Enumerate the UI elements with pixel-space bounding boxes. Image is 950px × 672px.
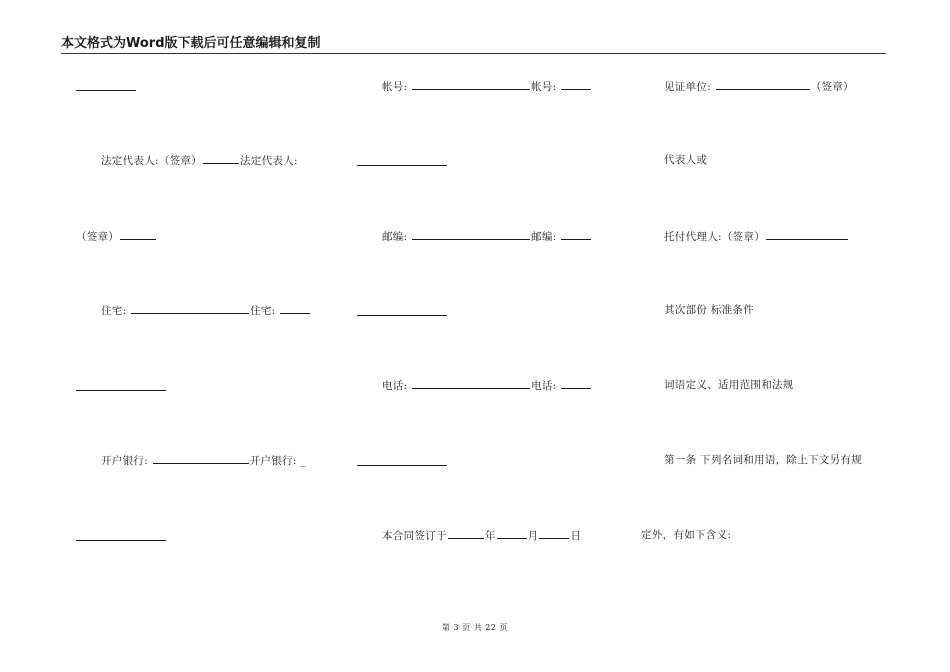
blank-line [357, 465, 447, 466]
article-one: 第一条 下列名词和用语，除上下文另有规 [664, 454, 863, 466]
blank-line [561, 80, 591, 90]
legal-rep-label: 法定代表人:（签章） [101, 155, 203, 167]
page-header [61, 36, 886, 54]
month-label: 月 [527, 530, 539, 542]
signed-date-row [382, 529, 581, 542]
part-title: 其次部份 标准条件 [664, 304, 755, 316]
blank-line [412, 379, 530, 389]
day-label: 日 [570, 530, 582, 542]
legal-rep-row [101, 154, 298, 167]
blank-line [203, 154, 239, 164]
address-label: 住宅: [101, 305, 127, 317]
blank-line [153, 454, 249, 464]
blank-line [766, 230, 848, 240]
bank-label: 开户银行: [101, 455, 149, 467]
phone-row [382, 379, 592, 392]
page-footer: 第 3 页 共 22 页 [442, 623, 508, 632]
blank-line [539, 529, 569, 539]
blank-line [561, 230, 591, 240]
blank-line [448, 529, 484, 539]
account-row [382, 80, 592, 93]
postcode-label: 邮编: [382, 231, 408, 243]
blank-line [412, 80, 530, 90]
section-title: 词语定义、适用范围和法规 [664, 379, 794, 391]
witness-seal: （签章） [810, 81, 854, 93]
address-label: 住宅: [250, 305, 276, 317]
sign-label: （签章） [76, 231, 120, 243]
phone-label: 电话: [382, 380, 408, 392]
blank-line [120, 230, 156, 240]
year-label: 年 [484, 530, 496, 542]
blank-line [280, 304, 310, 314]
signed-on-label: 本合同签订于 [382, 530, 447, 542]
blank-line [76, 540, 166, 541]
blank-line [76, 90, 136, 91]
blank-line [357, 165, 447, 166]
postcode-row [382, 230, 592, 243]
blank-line [716, 80, 810, 90]
header-title: 本文格式为Word版下载后可任意编辑和复制 [61, 36, 321, 51]
blank-line [497, 529, 527, 539]
postcode-label: 邮编: [531, 231, 557, 243]
blank-line [76, 390, 166, 391]
address-row [101, 304, 311, 317]
agent-row [664, 230, 849, 243]
sign-row [76, 230, 157, 243]
representative-or: 代表人或 [664, 154, 708, 166]
blank-line [357, 315, 447, 316]
legal-rep-label: 法定代表人: [240, 155, 298, 167]
witness-label: 见证单位: [664, 81, 712, 93]
blank-line [561, 379, 591, 389]
bank-row [101, 454, 306, 467]
account-label: 帐号: [531, 81, 557, 93]
witness-row [664, 80, 854, 93]
bank-label: 开户银行: [249, 455, 297, 467]
agent-label: 托付代理人:（签章） [664, 231, 766, 243]
blank-line [131, 304, 249, 314]
bank-tail: _ [300, 455, 306, 467]
account-label: 帐号: [382, 81, 408, 93]
blank-line [412, 230, 530, 240]
phone-label: 电话: [531, 380, 557, 392]
definition-tail: 定外，有如下含义: [641, 529, 732, 541]
